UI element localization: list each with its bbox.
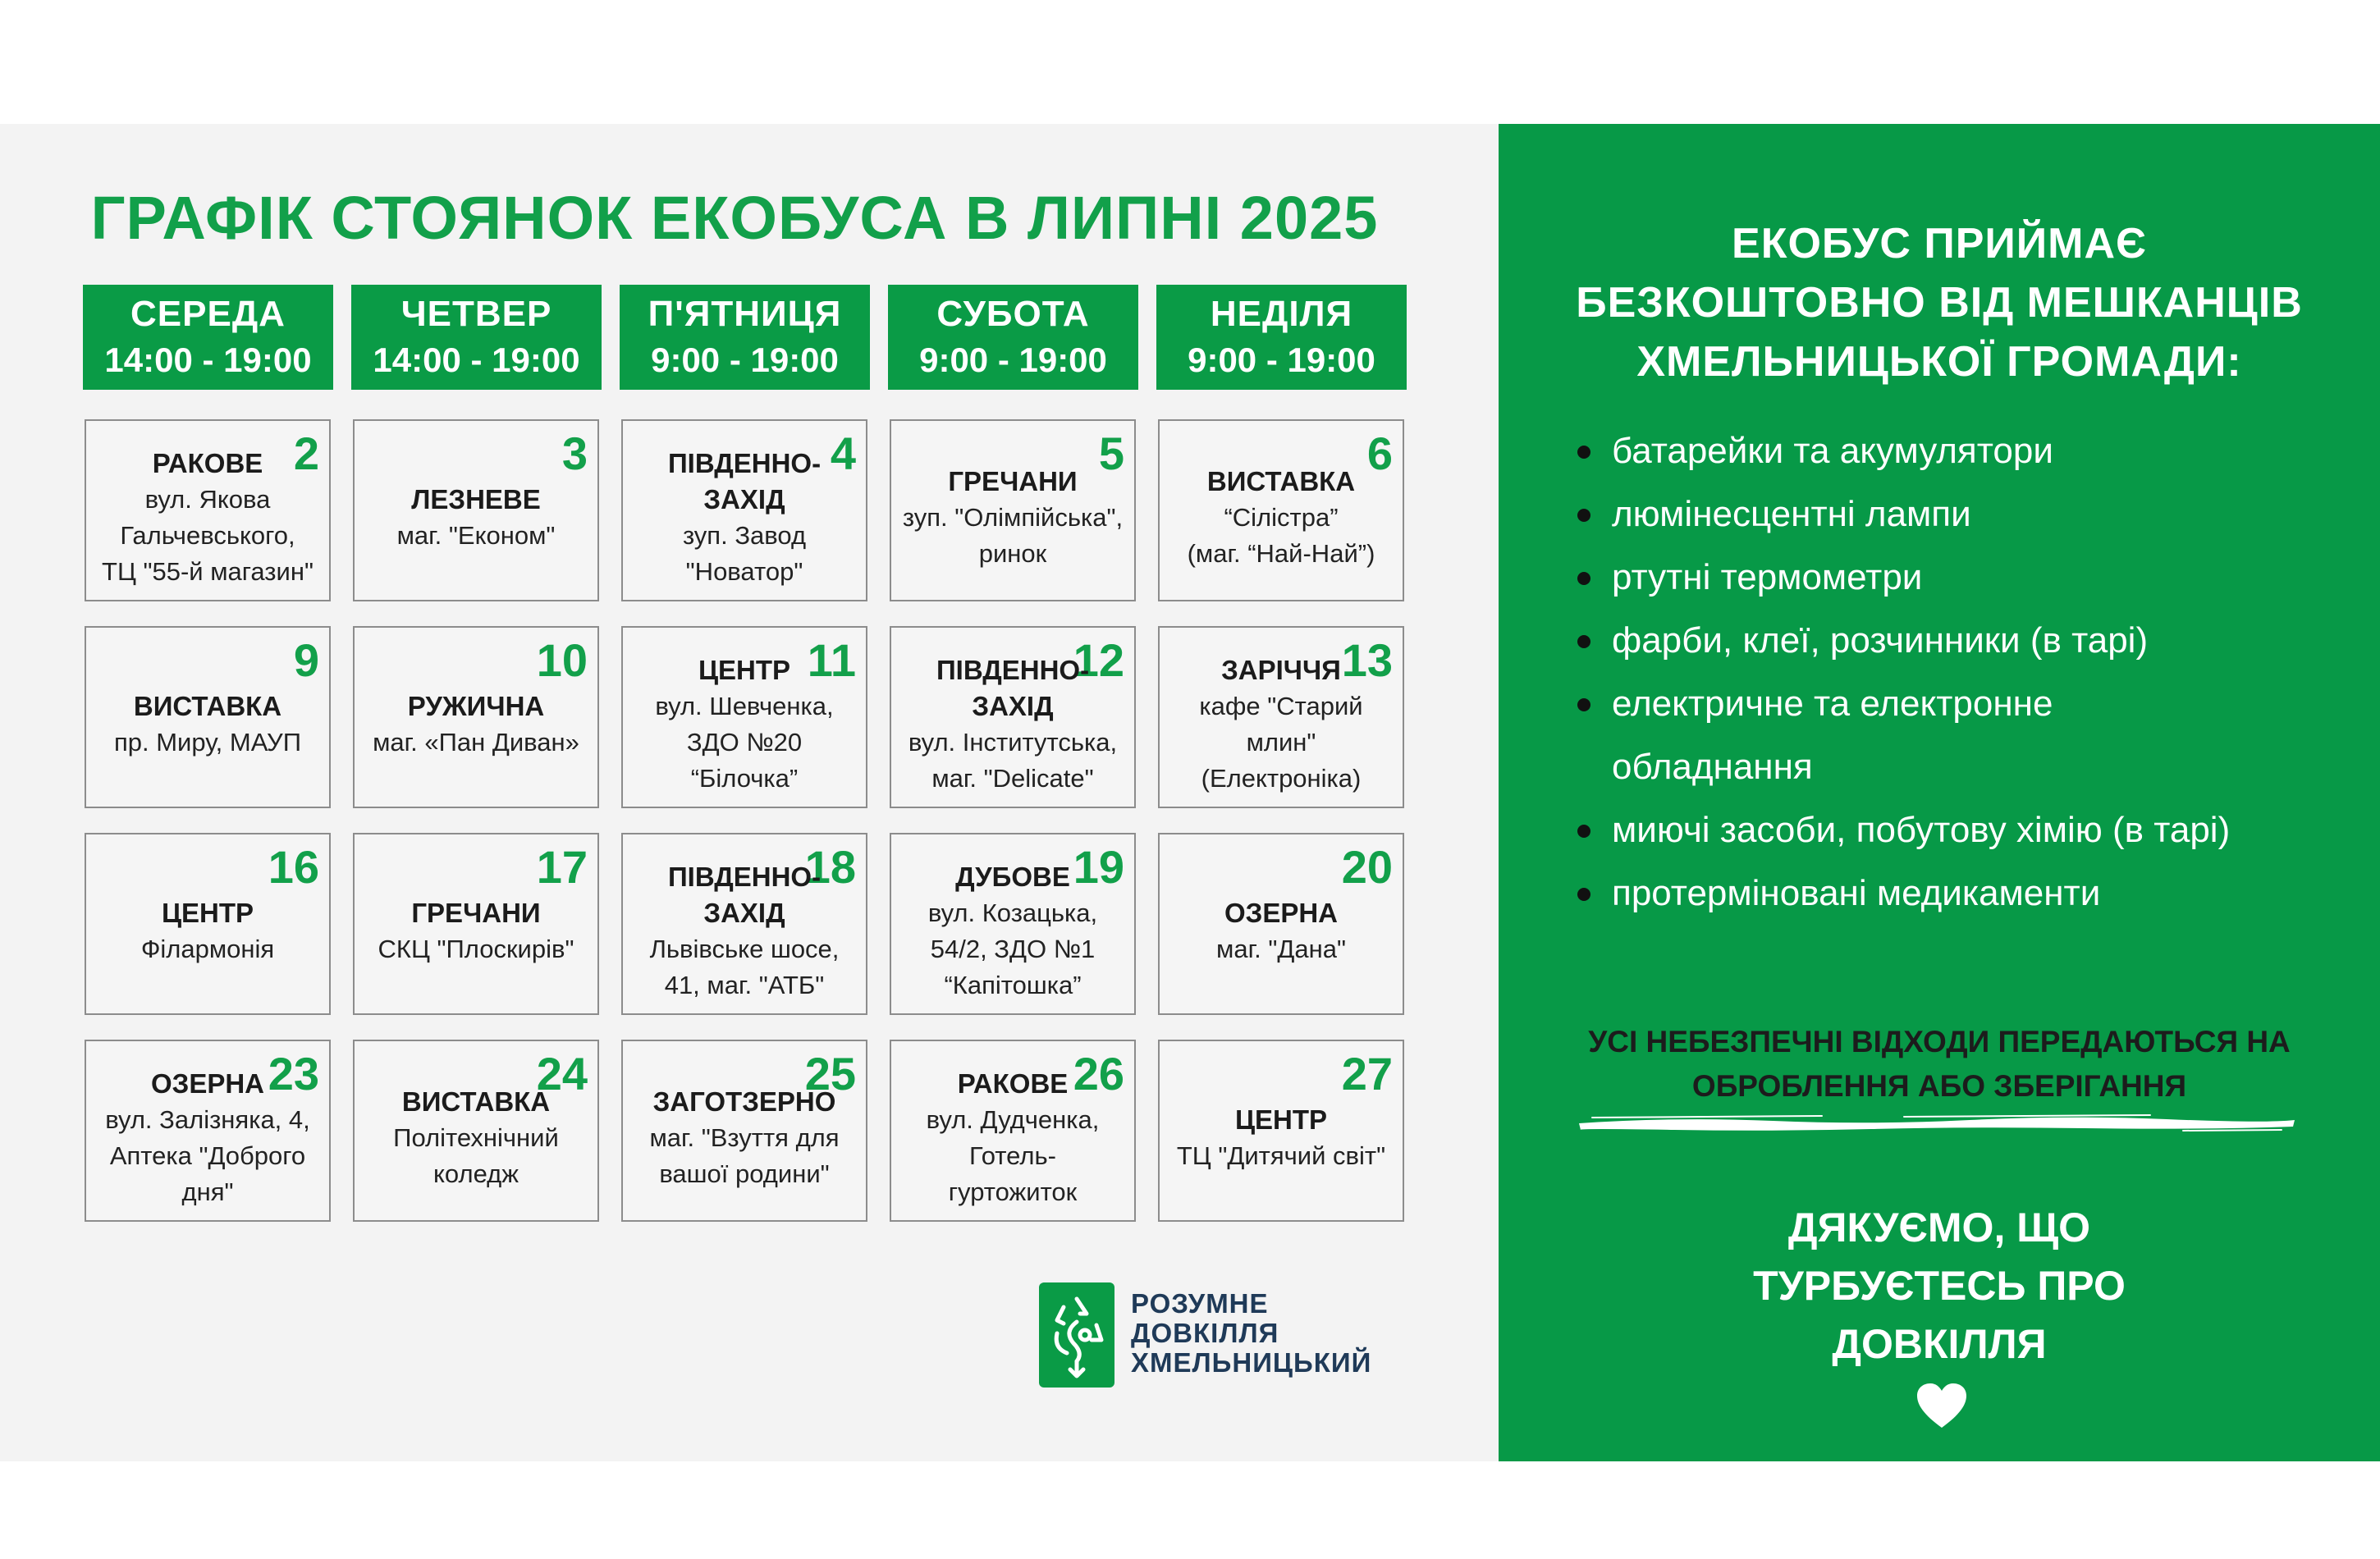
cell-date: 17: [536, 841, 588, 893]
cell-address: вул. Шевченка, ЗДО №20 “Білочка”: [655, 692, 834, 793]
cell-district: ВИСТАВКА: [401, 1086, 551, 1117]
list-item: [1577, 862, 2230, 925]
list-item-text: фарби, клеї, розчинники (в тарі): [1612, 620, 2149, 661]
day-time: 9:00 - 19:00: [651, 341, 839, 379]
info-panel: [1499, 124, 2380, 1461]
brush-stroke-divider: [1576, 1110, 2298, 1135]
cell-date: 24: [536, 1048, 588, 1100]
cell-district: ЛЕЗНЕВЕ: [411, 484, 541, 514]
day-name: П'ЯТНИЦЯ: [648, 294, 842, 334]
thanks-message: [1531, 1199, 2347, 1432]
day-time: 14:00 - 19:00: [104, 341, 312, 379]
cell-district: РАКОВЕ: [152, 448, 263, 478]
cell-date: 25: [804, 1048, 856, 1100]
day-header-friday: [620, 285, 870, 390]
schedule-cell: [85, 833, 331, 1015]
cell-address: маг. "Економ": [396, 521, 556, 550]
list-item-text: люмінесцентні лампи: [1612, 494, 1971, 534]
cell-district: ПІВДЕННО- ЗАХІД: [667, 862, 822, 928]
cell-address: маг. "Взуття для вашої родини": [649, 1123, 840, 1188]
list-item-text: протерміновані медикаменти: [1612, 873, 2101, 913]
cell-address: “Сілістра” (маг. “Най-Най”): [1187, 503, 1375, 568]
cell-district: ЦЕНТР: [698, 655, 791, 685]
schedule-cell: [353, 626, 599, 808]
schedule-cell: [353, 419, 599, 601]
cell-date: 13: [1341, 634, 1393, 686]
cell-district: ПІВДЕННО- ЗАХІД: [936, 655, 1090, 721]
schedule-cell: [890, 626, 1136, 808]
list-item: [1577, 609, 2230, 672]
cell-address: маг. «Пан Диван»: [373, 728, 579, 757]
cell-date: 10: [536, 634, 588, 686]
cell-date: 3: [561, 427, 588, 479]
cell-address: СКЦ "Плоскирів": [378, 935, 574, 963]
heading-line: ХМЕЛЬНИЦЬКОЇ ГРОМАДИ:: [1636, 338, 2242, 386]
heading-line: ЕКОБУС ПРИЙМАЄ: [1732, 220, 2147, 267]
schedule-cell: [85, 1040, 331, 1222]
cell-date: 4: [830, 427, 856, 479]
cell-date: 5: [1098, 427, 1124, 479]
cell-district: ОЗЕРНА: [150, 1068, 265, 1099]
cell-date: 18: [804, 841, 856, 893]
cell-date: 27: [1341, 1048, 1393, 1100]
cell-address: пр. Миру, МАУП: [113, 728, 302, 757]
schedule-cell: [621, 419, 867, 601]
cell-address: вул. Козацька, 54/2, ЗДО №1 “Капітошка”: [927, 898, 1098, 999]
logo-wordmark: [1131, 1289, 1371, 1378]
cell-date: 9: [293, 634, 319, 686]
cell-address: вул. Дудченка, Готель- гуртожиток: [926, 1105, 1100, 1206]
cell-district: ЦЕНТР: [1234, 1104, 1328, 1135]
poster: [0, 124, 2380, 1461]
cell-date: 26: [1073, 1048, 1124, 1100]
notice-line: ОБРОБЛЕННЯ АБО ЗБЕРІГАННЯ: [1691, 1069, 2187, 1103]
cell-district: ОЗЕРНА: [1224, 898, 1339, 928]
cell-district: ДУБОВЕ: [955, 862, 1070, 892]
thanks-line: ДОВКІЛЛЯ: [1832, 1321, 2047, 1367]
cell-district: ВИСТАВКА: [133, 691, 282, 721]
info-heading: [1531, 214, 2347, 391]
list-item-text: електричне та електронне: [1612, 683, 2053, 724]
cell-district: ЗАРІЧЧЯ: [1221, 655, 1341, 685]
logo-line: ХМЕЛЬНИЦЬКИЙ: [1131, 1347, 1372, 1378]
schedule-cell: [85, 419, 331, 601]
cell-date: 2: [293, 427, 319, 479]
hazard-notice: [1531, 1020, 2347, 1109]
schedule-cell: [353, 1040, 599, 1222]
recycle-icon: [1039, 1282, 1114, 1388]
schedule-cell: [85, 626, 331, 808]
cell-address: зуп. "Олімпійська", ринок: [902, 503, 1124, 568]
day-time: 14:00 - 19:00: [373, 341, 580, 379]
schedule-cell: [621, 626, 867, 808]
cell-district: ГРЕЧАНИ: [948, 466, 1078, 496]
heading-line: БЕЗКОШТОВНО ВІД МЕШКАНЦІВ: [1576, 279, 2303, 327]
schedule-cell: [890, 833, 1136, 1015]
cell-district: РУЖИЧНА: [407, 691, 545, 721]
notice-line: УСІ НЕБЕЗПЕЧНІ ВІДХОДИ ПЕРЕДАЮТЬСЯ НА: [1588, 1025, 2291, 1058]
logo: [1039, 1282, 1400, 1389]
thanks-line: ДЯКУЄМО, ЩО: [1787, 1205, 2091, 1250]
day-header-sunday: [1156, 285, 1407, 390]
cell-address: Політехнічний коледж: [393, 1123, 559, 1188]
schedule-cell: [890, 419, 1136, 601]
schedule-cell: [621, 833, 867, 1015]
schedule-panel: [0, 124, 1499, 1461]
cell-address: вул. Залізняка, 4, Аптека "Доброго дня": [105, 1105, 310, 1206]
cell-district: ЗАГОТЗЕРНО: [652, 1086, 836, 1117]
schedule-cell: [1158, 419, 1404, 601]
list-item: [1577, 419, 2230, 482]
list-item-text: ртутні термометри: [1612, 557, 1923, 597]
cell-address: вул. Якова Гальчевського, ТЦ "55-й магазин": [102, 485, 314, 586]
cell-date: 19: [1073, 841, 1124, 893]
cell-address: вул. Інститутська, маг. "Delicate": [908, 728, 1118, 793]
logo-line: ДОВКІЛЛЯ: [1131, 1318, 1279, 1348]
logo-line: РОЗУМНЕ: [1131, 1288, 1269, 1319]
day-header-thursday: [351, 285, 602, 390]
schedule-cell: [1158, 1040, 1404, 1222]
cell-date: 12: [1073, 634, 1124, 686]
schedule-cell: [621, 1040, 867, 1222]
schedule-cell: [1158, 833, 1404, 1015]
list-item: [1577, 546, 2230, 609]
list-item: [1577, 672, 2230, 798]
thanks-line: ТУРБУЄТЕСЬ ПРО: [1753, 1263, 2126, 1309]
cell-district: ВИСТАВКА: [1206, 466, 1356, 496]
cell-district: РАКОВЕ: [957, 1068, 1069, 1099]
cell-address: Філармонія: [140, 935, 275, 963]
heart-icon: [1915, 1382, 1968, 1429]
day-name: НЕДІЛЯ: [1210, 294, 1353, 334]
thanks-line-last: [1531, 1315, 2347, 1432]
list-item-text: батарейки та акумулятори: [1612, 431, 2053, 471]
list-item: [1577, 798, 2230, 862]
cell-address: ТЦ "Дитячий світ": [1176, 1141, 1386, 1170]
cell-district: ГРЕЧАНИ: [411, 898, 541, 928]
cell-address: маг. "Дана": [1216, 935, 1346, 963]
day-name: СЕРЕДА: [130, 294, 286, 334]
day-header-wednesday: [83, 285, 333, 390]
list-item-text: миючі засоби, побутову хімію (в тарі): [1612, 810, 2231, 850]
page-title: ГРАФІК СТОЯНОК ЕКОБУСА В ЛИПНІ 2025: [90, 184, 1379, 252]
day-name: ЧЕТВЕР: [400, 294, 552, 334]
cell-date: 6: [1366, 427, 1393, 479]
schedule-cell: [353, 833, 599, 1015]
schedule-cell: [1158, 626, 1404, 808]
list-item: [1577, 482, 2230, 546]
cell-address: Львівське шосе, 41, маг. "АТБ": [649, 935, 840, 999]
cell-date: 23: [268, 1048, 319, 1100]
accepted-waste-list: [1577, 419, 2230, 925]
cell-district: ЦЕНТР: [161, 898, 254, 928]
cell-date: 20: [1341, 841, 1393, 893]
cell-date: 16: [268, 841, 319, 893]
cell-district: ПІВДЕННО- ЗАХІД: [667, 448, 822, 514]
day-time: 9:00 - 19:00: [1188, 341, 1375, 379]
list-item-text: обладнання: [1612, 747, 1813, 787]
cell-address: зуп. Завод "Новатор": [682, 521, 807, 586]
day-time: 9:00 - 19:00: [919, 341, 1107, 379]
day-header-saturday: [888, 285, 1138, 390]
day-name: СУБОТА: [936, 294, 1090, 334]
cell-address: кафе "Старий млин" (Електроніка): [1199, 692, 1363, 793]
schedule-cell: [890, 1040, 1136, 1222]
cell-date: 11: [807, 634, 856, 686]
